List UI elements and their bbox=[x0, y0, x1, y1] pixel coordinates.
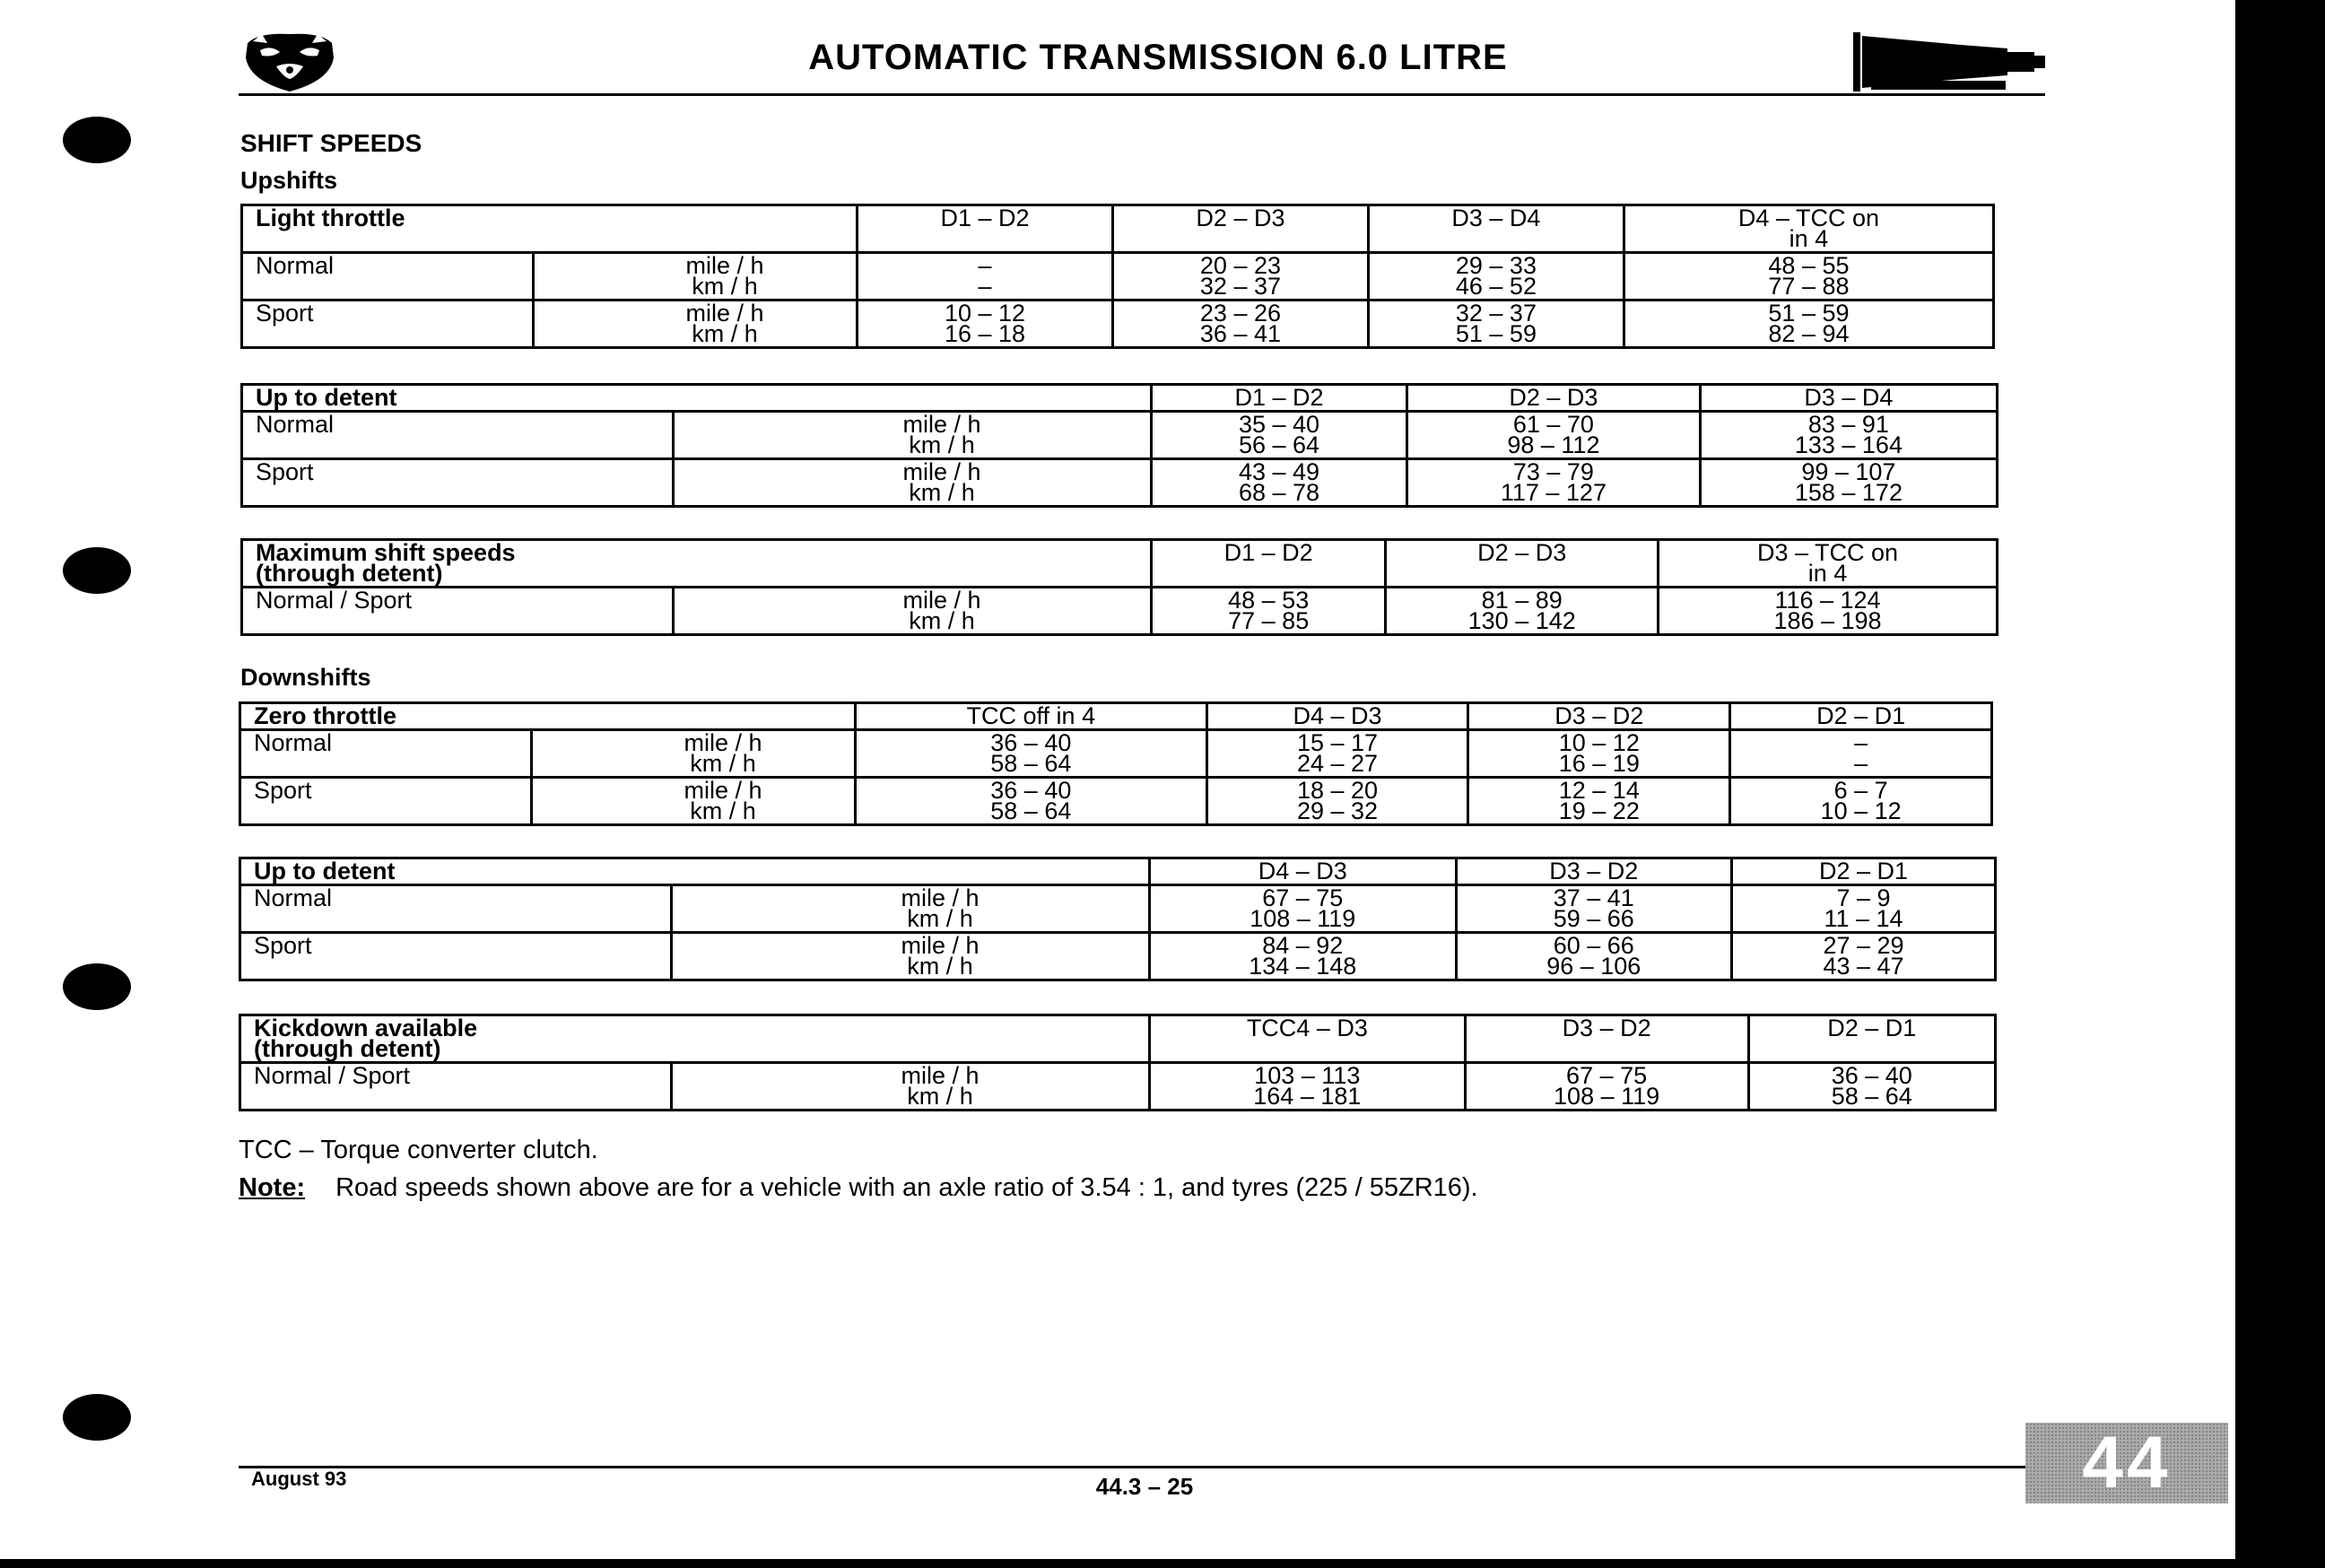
column-header: D1 – D2 bbox=[1152, 540, 1386, 588]
speed-range: 27 – 29 43 – 47 bbox=[1732, 933, 1996, 980]
speed-units: mile / h km / h bbox=[534, 253, 858, 301]
speed-range: 67 – 75 108 – 119 bbox=[1465, 1063, 1748, 1111]
table-title: Light throttle bbox=[242, 205, 858, 253]
column-header: D2 – D3 bbox=[1407, 385, 1701, 412]
speed-range: 35 – 40 56 – 64 bbox=[1152, 412, 1407, 459]
speed-range: 20 – 23 32 – 37 bbox=[1112, 253, 1368, 301]
speed-range: 12 – 14 19 – 22 bbox=[1468, 778, 1730, 825]
speed-range: 81 – 89 130 – 142 bbox=[1386, 588, 1659, 635]
speed-range: 48 – 53 77 – 85 bbox=[1152, 588, 1386, 635]
downshifts-heading: Downshifts bbox=[240, 664, 371, 691]
speed-range: 84 – 92 134 – 148 bbox=[1150, 933, 1457, 980]
drive-mode: Sport bbox=[240, 778, 532, 825]
page-number: 44.3 – 25 bbox=[1095, 1473, 1194, 1500]
speed-units: mile / h km / h bbox=[674, 588, 1152, 635]
speed-range: 36 – 40 58 – 64 bbox=[856, 778, 1207, 825]
speed-range: 10 – 12 16 – 19 bbox=[1468, 730, 1730, 778]
speed-range: 29 – 33 46 – 52 bbox=[1368, 253, 1624, 301]
column-header: D3 – TCC on in 4 bbox=[1659, 540, 1998, 588]
column-header: D2 – D1 bbox=[1748, 1015, 1995, 1063]
column-header: TCC4 – D3 bbox=[1150, 1015, 1466, 1063]
table-row bbox=[240, 885, 1996, 933]
header-rule bbox=[239, 93, 2045, 96]
speed-range: 7 – 9 11 – 14 bbox=[1732, 885, 1996, 933]
column-header: D4 – D3 bbox=[1206, 703, 1468, 730]
column-header: D4 – TCC on in 4 bbox=[1624, 205, 1993, 253]
max-shift-table bbox=[240, 538, 1998, 636]
column-header: D2 – D3 bbox=[1112, 205, 1368, 253]
column-header: D1 – D2 bbox=[858, 205, 1113, 253]
page-title: AUTOMATIC TRANSMISSION 6.0 LITRE bbox=[808, 38, 1508, 77]
table-row bbox=[242, 301, 1994, 348]
speed-range: 36 – 40 58 – 64 bbox=[856, 730, 1207, 778]
speed-range: 32 – 37 51 – 59 bbox=[1368, 301, 1624, 348]
table-title: Zero throttle bbox=[240, 703, 856, 730]
table-title: Up to detent bbox=[242, 385, 1152, 412]
section-tab: 44 bbox=[2025, 1423, 2228, 1503]
table-title: Kickdown available (through detent) bbox=[240, 1015, 1150, 1063]
upshifts-heading: Upshifts bbox=[240, 167, 337, 194]
table-header-row bbox=[240, 858, 1996, 885]
speed-range: 73 – 79 117 – 127 bbox=[1407, 459, 1701, 507]
speed-units: mile / h km / h bbox=[672, 885, 1150, 933]
table-row bbox=[242, 459, 1998, 507]
upshift-detent-table bbox=[240, 383, 1998, 508]
table-row bbox=[240, 730, 1992, 778]
gearbox-icon bbox=[1853, 30, 2045, 93]
drive-mode: Sport bbox=[242, 459, 674, 507]
drive-mode: Sport bbox=[240, 933, 672, 980]
column-header: D3 – D2 bbox=[1468, 703, 1730, 730]
speed-range: 10 – 12 16 – 18 bbox=[858, 301, 1113, 348]
section-heading: SHIFT SPEEDS bbox=[240, 129, 422, 157]
speed-range: – – bbox=[858, 253, 1113, 301]
tcc-definition: TCC – Torque converter clutch. bbox=[239, 1136, 598, 1164]
column-header: D2 – D3 bbox=[1386, 540, 1659, 588]
speed-units: mile / h km / h bbox=[534, 301, 858, 348]
note-text: Road speeds shown above are for a vehicle with an axle ratio of 3.54 : 1, and tyres (225 / 55ZR16). bbox=[335, 1173, 1478, 1202]
speed-range: 60 – 66 96 – 106 bbox=[1456, 933, 1732, 980]
speed-range: 67 – 75 108 – 119 bbox=[1150, 885, 1457, 933]
drive-mode: Normal / Sport bbox=[240, 1063, 672, 1111]
speed-units: mile / h km / h bbox=[672, 933, 1150, 980]
table-row bbox=[242, 412, 1998, 459]
column-header: D3 – D2 bbox=[1456, 858, 1732, 885]
drive-mode: Sport bbox=[242, 301, 534, 348]
column-header: D3 – D4 bbox=[1368, 205, 1624, 253]
table-header-row bbox=[242, 205, 1994, 253]
drive-mode: Normal bbox=[240, 730, 532, 778]
speed-units: mile / h km / h bbox=[532, 778, 856, 825]
column-header: D3 – D2 bbox=[1465, 1015, 1748, 1063]
table-row bbox=[240, 1063, 1996, 1111]
drive-mode: Normal bbox=[242, 253, 534, 301]
speed-range: 43 – 49 68 – 78 bbox=[1152, 459, 1407, 507]
column-header: D2 – D1 bbox=[1730, 703, 1992, 730]
speed-units: mile / h km / h bbox=[674, 412, 1152, 459]
table-header-row bbox=[240, 1015, 1996, 1063]
kickdown-table bbox=[239, 1014, 1997, 1111]
drive-mode: Normal / Sport bbox=[242, 588, 674, 635]
speed-range: 36 – 40 58 – 64 bbox=[1748, 1063, 1995, 1111]
binder-hole bbox=[63, 547, 131, 594]
column-header: D2 – D1 bbox=[1732, 858, 1996, 885]
table-row bbox=[240, 778, 1992, 825]
downshift-detent-table bbox=[239, 857, 1997, 981]
speed-range: 51 – 59 82 – 94 bbox=[1624, 301, 1993, 348]
table-header-row bbox=[242, 540, 1998, 588]
column-header: TCC off in 4 bbox=[856, 703, 1207, 730]
footer-rule bbox=[239, 1466, 2049, 1468]
drive-mode: Normal bbox=[242, 412, 674, 459]
speed-range: 61 – 70 98 – 112 bbox=[1407, 412, 1701, 459]
speed-range: 6 – 7 10 – 12 bbox=[1730, 778, 1992, 825]
column-header: D3 – D4 bbox=[1700, 385, 1997, 412]
table-title: Maximum shift speeds (through detent) bbox=[242, 540, 1152, 588]
note-paragraph bbox=[239, 1173, 1478, 1203]
speed-range: 23 – 26 36 – 41 bbox=[1112, 301, 1368, 348]
column-header: D1 – D2 bbox=[1152, 385, 1407, 412]
binder-hole bbox=[63, 963, 131, 1010]
binder-hole bbox=[63, 117, 131, 163]
speed-range: – – bbox=[1730, 730, 1992, 778]
speed-range: 18 – 20 29 – 32 bbox=[1206, 778, 1468, 825]
light-throttle-table bbox=[240, 204, 1995, 349]
speed-range: 83 – 91 133 – 164 bbox=[1700, 412, 1997, 459]
table-header-row bbox=[240, 703, 1992, 730]
speed-range: 15 – 17 24 – 27 bbox=[1206, 730, 1468, 778]
speed-range: 37 – 41 59 – 66 bbox=[1456, 885, 1732, 933]
table-header-row bbox=[242, 385, 1998, 412]
drive-mode: Normal bbox=[240, 885, 672, 933]
column-header: D4 – D3 bbox=[1150, 858, 1457, 885]
table-row bbox=[242, 588, 1998, 635]
speed-units: mile / h km / h bbox=[674, 459, 1152, 507]
zero-throttle-table bbox=[239, 701, 1993, 826]
table-title: Up to detent bbox=[240, 858, 1150, 885]
footer-date: August 93 bbox=[251, 1468, 347, 1490]
table-row bbox=[240, 933, 1996, 980]
note-label: Note: bbox=[239, 1173, 306, 1202]
speed-range: 103 – 113 164 – 181 bbox=[1150, 1063, 1466, 1111]
speed-range: 48 – 55 77 – 88 bbox=[1624, 253, 1993, 301]
speed-range: 116 – 124 186 – 198 bbox=[1659, 588, 1998, 635]
binder-hole bbox=[63, 1394, 131, 1441]
speed-units: mile / h km / h bbox=[532, 730, 856, 778]
speed-range: 99 – 107 158 – 172 bbox=[1700, 459, 1997, 507]
speed-units: mile / h km / h bbox=[672, 1063, 1150, 1111]
table-row bbox=[242, 253, 1994, 301]
